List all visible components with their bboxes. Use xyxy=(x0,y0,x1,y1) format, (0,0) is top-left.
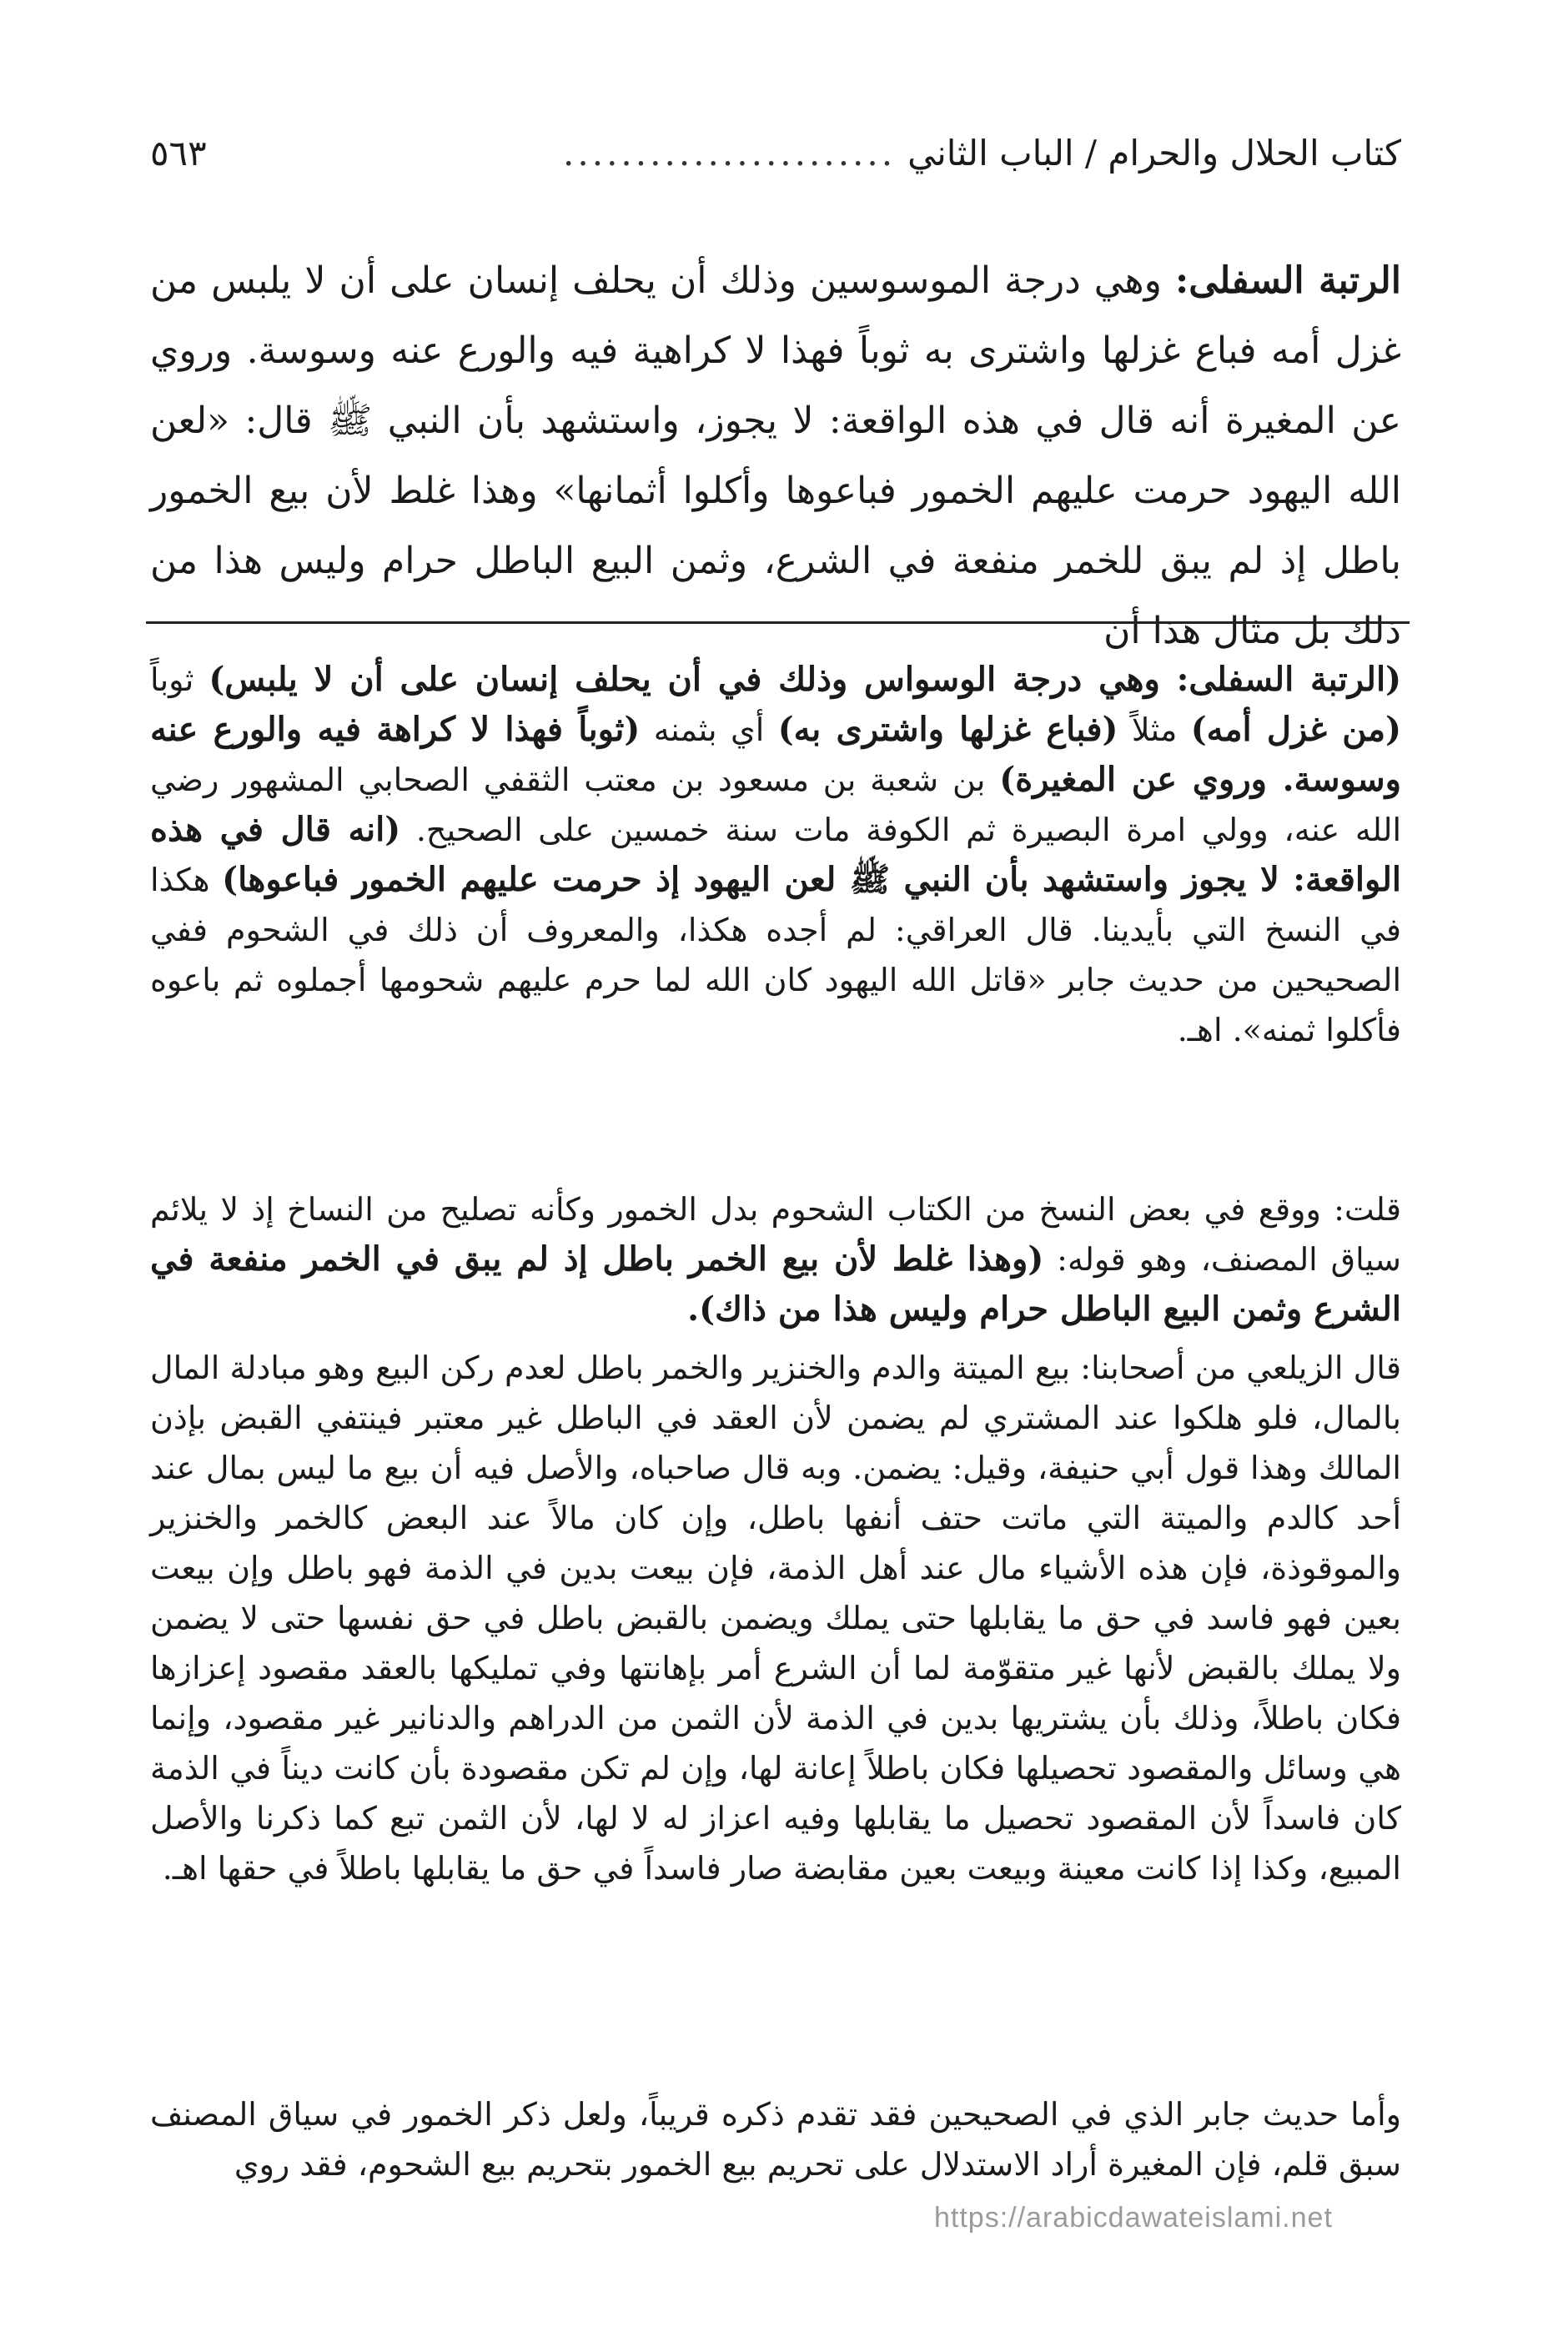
commentary-text-1: ثوباً xyxy=(150,661,209,698)
commentary-paragraph-4 xyxy=(150,2089,1401,2189)
header-title: كتاب الحلال والحرام / الباب الثاني xyxy=(907,132,1401,173)
quoted-matn-5: (انه قال في هذه الواقعة: لا يجوز واستشهد بأن النبي ﷺ لعن اليهود إذ حرمت عليهم الخمور فباعوها) xyxy=(150,810,1401,899)
quoted-matn-1: (الرتبة السفلى: وهي درجة الوسواس وذلك في أن يحلف إنسان على أن لا يلبس) xyxy=(209,660,1401,699)
footnote-separator-rule xyxy=(146,621,1410,624)
commentary-paragraph-1 xyxy=(150,655,1401,1055)
quoted-matn-6: (وهذا غلط لأن بيع الخمر باطل إذ لم يبق في الخمر منفعة في الشرع وثمن البيع الباطل حرام وليس هذا من ذاك). xyxy=(150,1239,1401,1329)
main-paragraph xyxy=(150,246,1401,666)
commentary-paragraph-2 xyxy=(150,1184,1401,1334)
main-lead-bold: الرتبة السفلى: xyxy=(1174,259,1401,302)
commentary-text-2: مثلاً xyxy=(1118,711,1191,748)
watermark-url: https://arabicdawateislami.net xyxy=(934,2202,1333,2234)
commentary-text-4: بن شعبة بن مسعود بن معتب الثقفي الصحابي المشهور رضي الله عنه، وولي امرة البصيرة ثم الكوفة مات سنة خمسين على الصحيح. xyxy=(150,761,1402,848)
commentary-text-5: هكذا في النسخ التي بأيدينا. قال العراقي: لم أجده هكذا، والمعروف أن ذلك في الشحوم ففي الصحيحين من حديث جابر «قاتل الله اليهود كان الله لما حرم عليهم شحومها أجملوه ثم باعوه فأكلوا ثمنه». اهـ. xyxy=(150,862,1401,1048)
running-header xyxy=(150,123,1401,182)
commentary-paragraph-3 xyxy=(150,1343,1401,1893)
main-text-block xyxy=(150,246,1401,666)
header-dot-leader: ....................... xyxy=(563,132,897,173)
commentary-text-6: قلت: ووقع في بعض النسخ من الكتاب الشحوم بدل الخمور وكأنه تصليح من النساخ إذ لا يلائم سياق المصنف، وهو قوله: xyxy=(150,1191,1401,1278)
quoted-matn-2: (من غزل أمه) xyxy=(1190,710,1402,749)
page-number: ٥٦٣ xyxy=(150,132,207,173)
commentary-text-3: أي بثمنه xyxy=(640,711,778,748)
main-body-text: وهي درجة الموسوسين وذلك أن يحلف إنسان على أن لا يلبس من غزل أمه فباع غزلها واشترى به ثوباً فهذا لا كراهية فيه والورع عنه وسوسة. وروي عن المغيرة أنه قال في هذه الواقعة: لا يجوز، واستشهد بأن النبي ﷺ قال: «لعن الله اليهود حرمت عليهم الخمور فباعوها وأكلوا أثمانها» وهذا غلط لأن بيع الخمور باطل إذ لم يبق للخمر منفعة في الشرع، وثمن البيع الباطل حرام وليس هذا من ذلك بل مثال هذا أن xyxy=(150,259,1401,652)
zaylai-quote: قال الزيلعي من أصحابنا: بيع الميتة والدم والخنزير والخمر باطل لعدم ركن البيع وهو مبادلة المال بالمال، فلو هلكوا عند المشتري لم يضمن لأن العقد في الباطل غير معتبر فينتفي القبض بإذن المالك وهذا قول أبي حنيفة، وقيل: يضمن. وبه قال صاحباه، والأصل فيه أن بيع ما ليس بمال عند أحد كالدم والميتة التي ماتت حتف أنفها باطل، وإن كان مالاً عند البعض كالخمر والخنزير والموقوذة، فإن هذه الأشياء مال عند أهل الذمة، فإن بيعت بدين في الذمة فهو باطل وإن بيعت بعين فهو فاسد في حق ما يقابلها حتى يملك ويضمن بالقبض باطل في حق نفسها حتى لا يضمن ولا يملك بالقبض لأنها غير متقوّمة لما أن الشرع أمر بإهانتها وفي تمليكها بالعقد مقصود إعزازها فكان باطلاً، وذلك بأن يشتريها بدين في الذمة لأن الثمن من الدراهم والدنانير غير مقصود، وإنما هي وسائل والمقصود تحصيلها فكان باطلاً إعانة لها، وإن لم تكن مقصودة بأن كانت ديناً في الذمة كان فاسداً لأن المقصود تحصيل ما يقابلها وفيه اعزاز له لا لها، لأن الثمن تبع كما ذكرنا والأصل المبيع، وكذا إذا كانت معينة وبيعت بعين مقابضة صار فاسداً في حق ما يقابلها باطلاً في حقها اهـ. xyxy=(150,1349,1401,1887)
quoted-matn-3: (فباع غزلها واشترى به) xyxy=(777,710,1118,749)
jabir-hadith-note: وأما حديث جابر الذي في الصحيحين فقد تقدم ذكره قريباً، ولعل ذكر الخمور في سياق المصنف سبق قلم، فإن المغيرة أراد الاستدلال على تحريم بيع الخمور بتحريم بيع الشحوم، فقد روي xyxy=(150,2096,1401,2183)
quoted-matn-4: (ثوباً فهذا لا كراهة فيه والورع عنه وسوسة. وروي عن المغيرة) xyxy=(150,710,1402,799)
